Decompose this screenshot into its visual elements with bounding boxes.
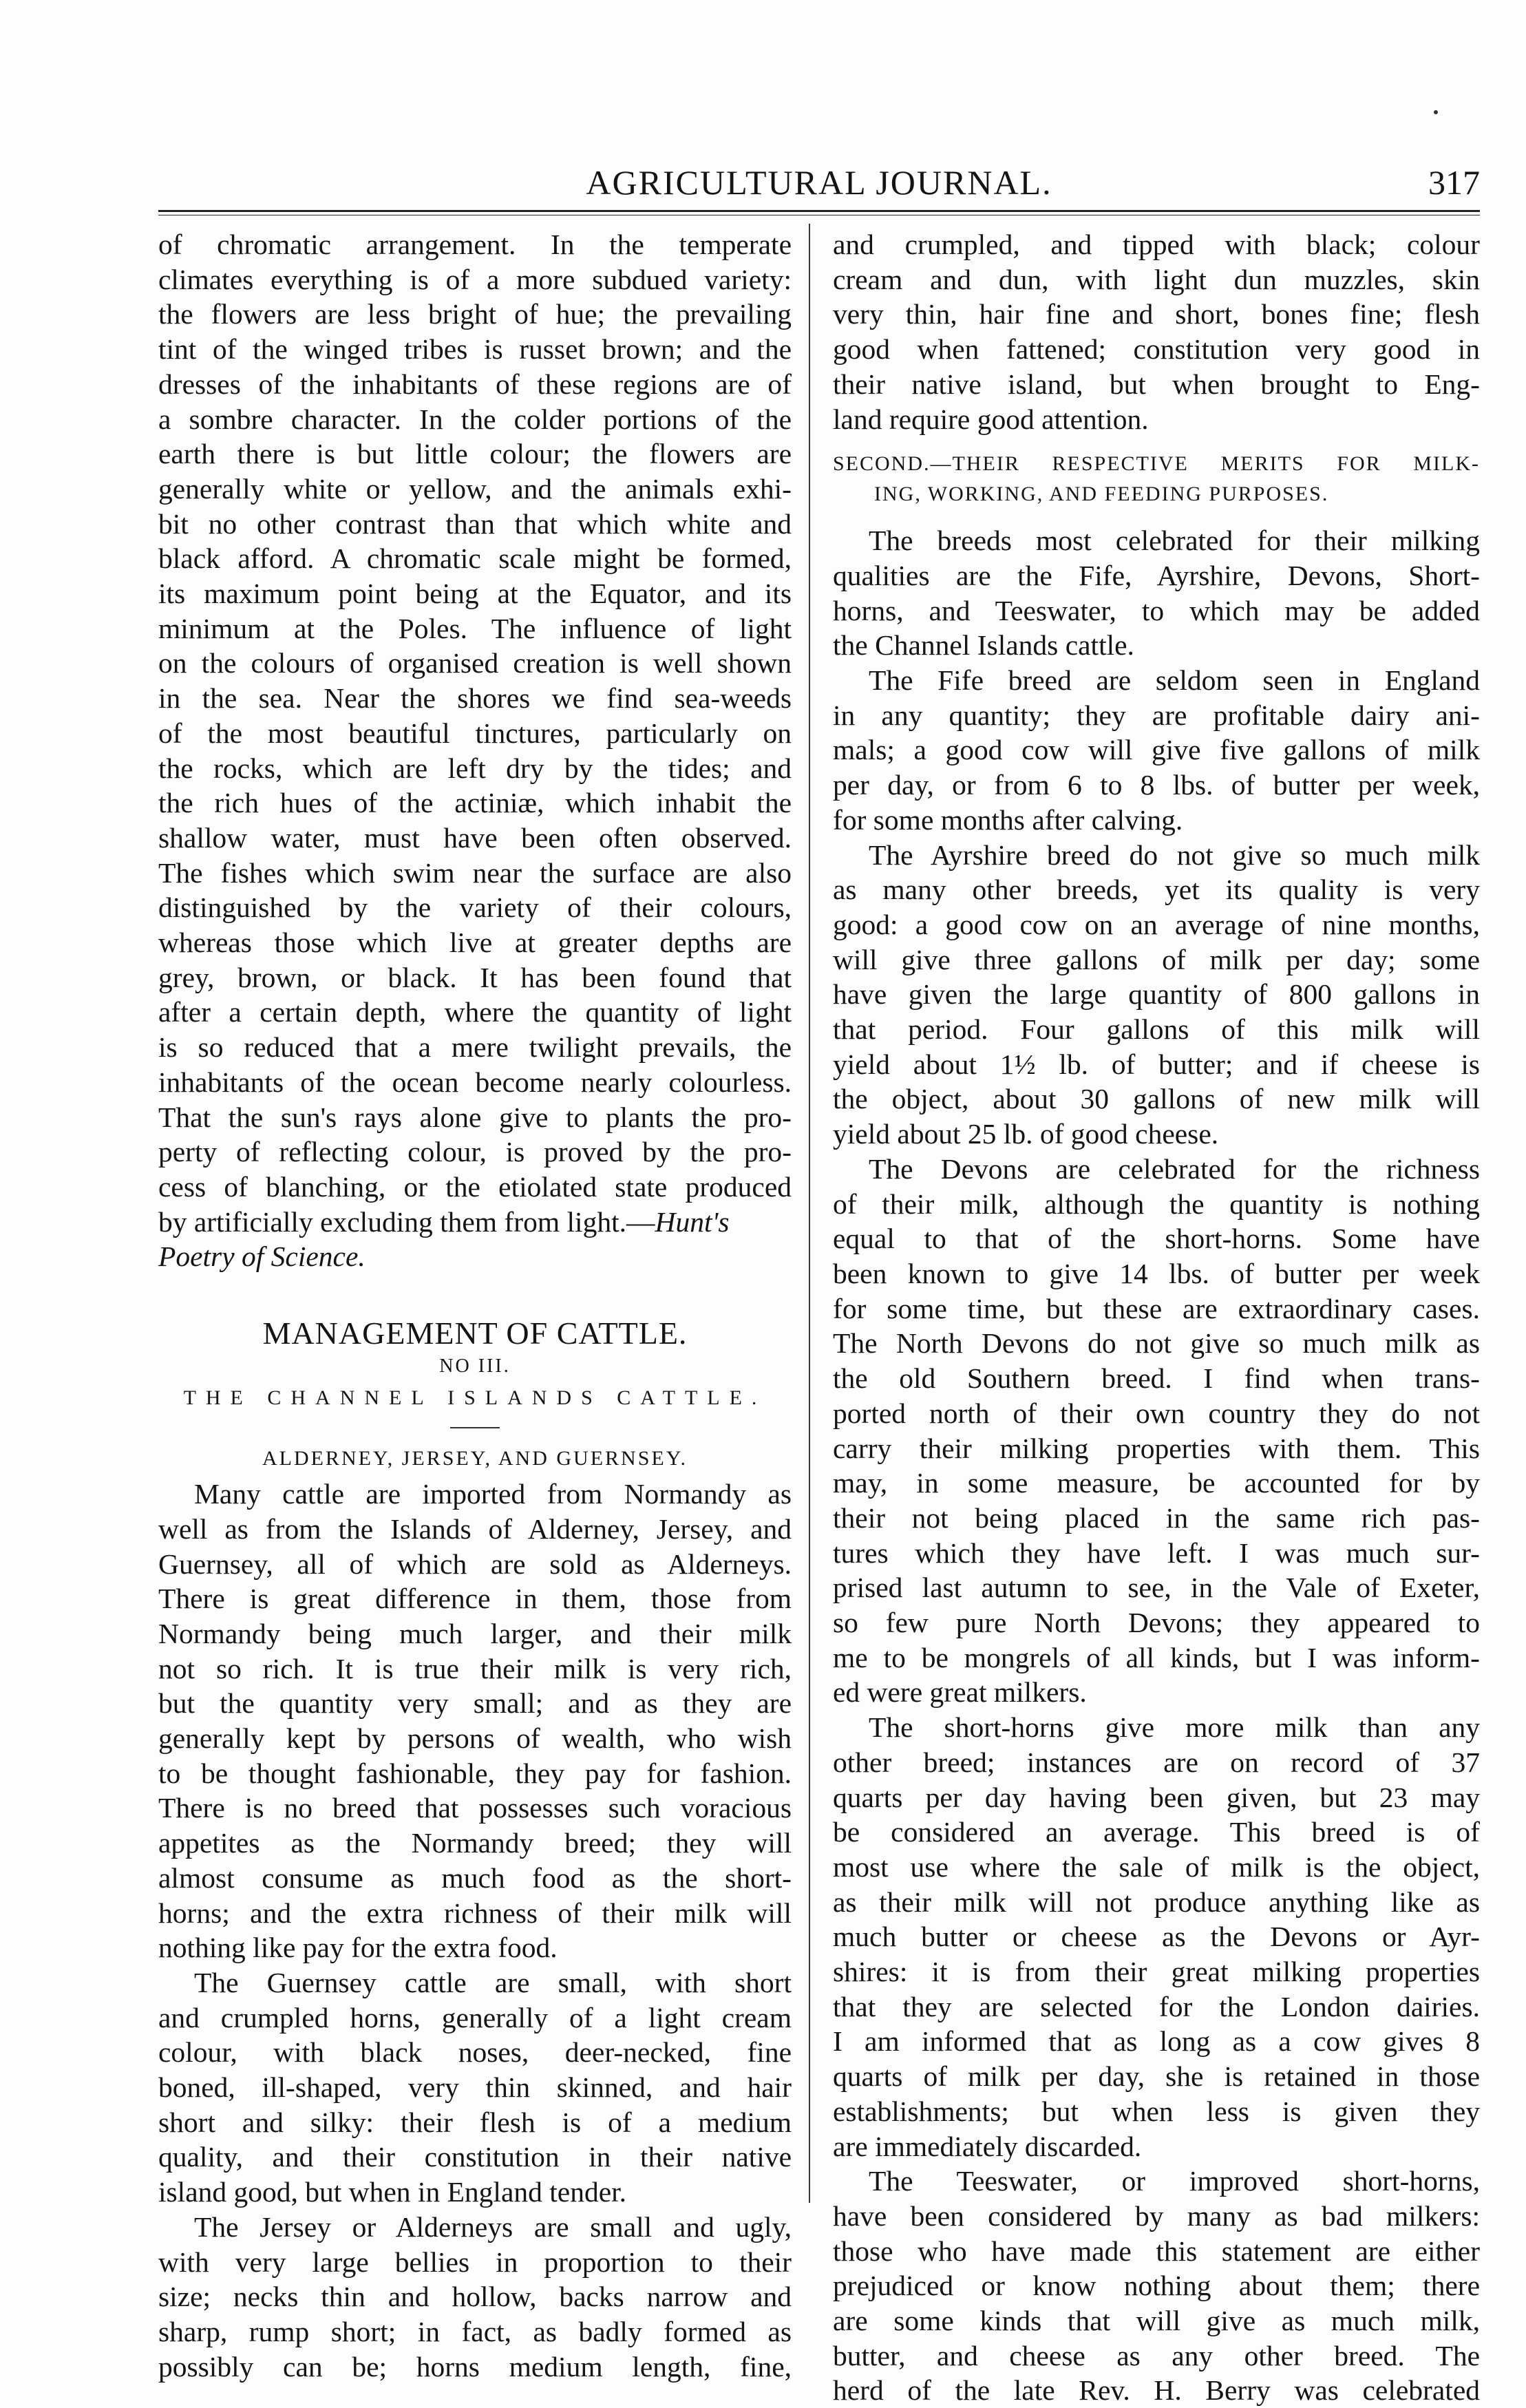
- text-line: Many cattle are imported from Normandy as: [194, 1478, 792, 1510]
- text-line: horns; and the extra richness of their milk will: [158, 1897, 792, 1929]
- section-heading-second: [833, 449, 1480, 509]
- text-line: equal to that of the short-horns. Some have: [833, 1223, 1480, 1255]
- citation-author: Hunt's: [655, 1205, 730, 1238]
- text-line: Normandy being much larger, and their milk: [158, 1617, 792, 1649]
- text-line: are immediately discarded.: [833, 2130, 1142, 2162]
- text-line: quarts of milk per day, she is retained in those: [833, 2060, 1480, 2093]
- text-line: is so reduced that a mere twilight prevails, the: [158, 1031, 792, 1064]
- text-line: the Channel Islands cattle.: [833, 629, 1134, 662]
- section-subtitle: THE CHANNEL ISLANDS CATTLE.: [183, 1386, 767, 1410]
- text-line: sharp, rump short; in fact, as badly formed as: [158, 2315, 792, 2347]
- text-line: ed were great milkers.: [833, 1676, 1087, 1709]
- text-line: their native island, but when brought to Eng-: [833, 368, 1480, 400]
- paragraph-teeswater: [833, 2164, 1480, 2408]
- text-line: dresses of the inhabitants of these regions are of: [158, 368, 792, 400]
- text-line: black afford. A chromatic scale might be formed,: [158, 542, 792, 575]
- text-line: prised last autumn to see, in the Vale of Exeter,: [833, 1572, 1480, 1604]
- text-line: those who have made this statement are either: [833, 2235, 1480, 2267]
- text-line: horns, and Teeswater, to which may be added: [833, 594, 1480, 626]
- text-line: minimum at the Poles. The influence of light: [158, 612, 792, 644]
- text-line: The Devons are celebrated for the richness: [869, 1152, 1480, 1185]
- text-line: size; necks thin and hollow, backs narrow and: [158, 2281, 792, 2313]
- text-line: qualities are the Fife, Ayrshire, Devons, Short-: [833, 559, 1480, 591]
- text-line: mals; a good cow will give five gallons of milk: [833, 734, 1480, 766]
- text-line: The breeds most celebrated for their milking: [869, 525, 1480, 557]
- text-line: other breed; instances are on record of 37: [833, 1746, 1480, 1778]
- right-column: [833, 227, 1480, 2408]
- text-line: but the quantity very small; and as they are: [158, 1687, 792, 1720]
- text-line: quarts per day having been given, but 23 may: [833, 1781, 1480, 1813]
- text-line: ported north of their own country they do not: [833, 1397, 1480, 1429]
- text-line: the old Southern breed. I find when trans-: [833, 1362, 1480, 1395]
- continued-paragraph-right: [833, 227, 1480, 436]
- text-line: butter, and cheese as any other breed. The: [833, 2339, 1480, 2372]
- text-line: perty of reflecting colour, is proved by the pro-: [158, 1136, 792, 1168]
- text-line: There is no breed that possesses such voracious: [158, 1792, 792, 1824]
- text-line: their not being placed in the same rich pas-: [833, 1501, 1480, 1534]
- text-line: generally kept by persons of wealth, who wish: [158, 1722, 792, 1755]
- text-line: are some kinds that will give as much milk,: [833, 2305, 1480, 2337]
- text-line: cream and dun, with light dun muzzles, skin: [833, 263, 1480, 295]
- text-line: on the colours of organised creation is well shown: [158, 647, 792, 679]
- text-line: yield about 1½ lb. of butter; and if cheese is: [833, 1048, 1480, 1080]
- text-line: The Teeswater, or improved short-horns,: [869, 2165, 1480, 2197]
- text-line: shallow water, must have been often observed.: [158, 821, 792, 854]
- text-line: land require good attention.: [833, 403, 1149, 435]
- text-line: generally white or yellow, and the animals exhi-: [158, 472, 792, 505]
- text-line: distinguished by the variety of their colours,: [158, 891, 792, 924]
- sub-heading: ALDERNEY, JERSEY, AND GUERNSEY.: [262, 1447, 688, 1470]
- text-line: in any quantity; they are profitable dairy ani-: [833, 699, 1480, 731]
- text-line: climates everything is of a more subdued variety:: [158, 263, 792, 295]
- text-line: nothing like pay for the extra food.: [158, 1932, 558, 1964]
- text-line: that they are selected for the London dairies.: [833, 1990, 1480, 2022]
- text-line: the object, about 30 gallons of new milk will: [833, 1083, 1480, 1115]
- paragraph-normandy: [158, 1477, 792, 1965]
- text-line: The Ayrshire breed do not give so much milk: [869, 838, 1480, 871]
- text-line: with very large bellies in proportion to their: [158, 2246, 792, 2278]
- text-line: earth there is but little colour; the flowers are: [158, 438, 792, 470]
- text-line: its maximum point being at the Equator, and its: [158, 578, 792, 610]
- section-rule: [450, 1427, 500, 1428]
- paragraph-devons: [833, 1152, 1480, 1710]
- text-line: yield about 25 lb. of good cheese.: [833, 1118, 1219, 1150]
- paragraph-jersey: [158, 2210, 792, 2385]
- print-speck: [1434, 110, 1438, 114]
- section-heading-line-1: SECOND.—THEIR RESPECTIVE MERITS FOR MILK-: [833, 452, 1480, 476]
- paragraph-breeds: [833, 523, 1480, 663]
- text-line: The fishes which swim near the surface are also: [158, 856, 792, 889]
- text-line: Guernsey, all of which are sold as Alderneys.: [158, 1548, 792, 1580]
- text-line: tint of the winged tribes is russet brown; and the: [158, 333, 792, 366]
- text-line: much butter or cheese as the Devons or Ayr-: [833, 1921, 1480, 1953]
- column-divider: [809, 224, 810, 2203]
- text-line: quality, and their constitution in their native: [158, 2141, 792, 2173]
- paragraph-guernsey: [158, 1965, 792, 2210]
- text-line: as their milk will not produce anything like as: [833, 1886, 1480, 1918]
- text-line: after a certain depth, where the quantity of light: [158, 996, 792, 1028]
- paragraph-ayrshire: [833, 838, 1480, 1152]
- text-line: very thin, hair fine and short, bones fine; flesh: [833, 298, 1480, 330]
- text-line: good: a good cow on an average of nine months,: [833, 908, 1480, 940]
- section-number: NO III.: [439, 1355, 511, 1377]
- continued-paragraph: [158, 227, 792, 1239]
- text-line: whereas those which live at greater depths are: [158, 927, 792, 959]
- text-line: in the sea. Near the shores we find sea-weeds: [158, 682, 792, 715]
- running-title: AGRICULTURAL JOURNAL.: [586, 163, 1052, 202]
- running-head: [158, 162, 1480, 203]
- text-line: been known to give 14 lbs. of butter per week: [833, 1257, 1480, 1289]
- text-line: cess of blanching, or the etiolated state produced: [158, 1170, 792, 1203]
- text-line: will give three gallons of milk per day; some: [833, 943, 1480, 975]
- text-line: have been considered by many as bad milkers:: [833, 2199, 1480, 2232]
- text-line: There is great difference in them, those from: [158, 1583, 792, 1615]
- section-heading-line-2: ING, WORKING, AND FEEDING PURPOSES.: [874, 483, 1329, 506]
- text-line: The short-horns give more milk than any: [869, 1711, 1480, 1744]
- text-line: herd of the late Rev. H. Berry was celebrated: [833, 2374, 1480, 2407]
- citation-paragraph: [158, 1239, 792, 1274]
- text-line: the flowers are less bright of hue; the prevailing: [158, 298, 792, 330]
- text-line: The Fife breed are seldom seen in England: [869, 664, 1480, 697]
- text-line: per day, or from 6 to 8 lbs. of butter per week,: [833, 769, 1480, 801]
- page-number: 317: [1428, 163, 1480, 202]
- text-line: shires: it is from their great milking properties: [833, 1956, 1480, 1988]
- text-line: be considered an average. This breed is of: [833, 1816, 1480, 1848]
- text-line: prejudiced or know nothing about them; there: [833, 2270, 1480, 2302]
- text-line: of chromatic arrangement. In the temperate: [158, 229, 792, 260]
- text-line: appetites as the Normandy breed; they will: [158, 1827, 792, 1859]
- header-rule: [158, 210, 1480, 215]
- text-line: The Jersey or Alderneys are small and ugly,: [194, 2210, 792, 2243]
- text-line: of their milk, although the quantity is nothing: [833, 1187, 1480, 1220]
- section-title: MANAGEMENT OF CATTLE.: [262, 1316, 688, 1351]
- paragraph-fife: [833, 663, 1480, 838]
- text-line: most use where the sale of milk is the object,: [833, 1850, 1480, 1883]
- text-line: me to be mongrels of all kinds, but I was inform-: [833, 1641, 1480, 1673]
- text-line: colour, with black noses, deer-necked, fine: [158, 2036, 792, 2069]
- text-line: the rich hues of the actiniæ, which inhabit the: [158, 787, 792, 819]
- text-line: grey, brown, or black. It has been found that: [158, 961, 792, 993]
- text-line: The Guernsey cattle are small, with short: [194, 1966, 792, 1998]
- text-line: establishments; but when less is given they: [833, 2095, 1480, 2127]
- text-line: not so rich. It is true their milk is very rich,: [158, 1652, 792, 1684]
- citation-title: Poetry of Science.: [158, 1240, 365, 1273]
- text-line: tures which they have left. I was much sur-: [833, 1536, 1480, 1569]
- text-line: short and silky: their flesh is of a medium: [158, 2106, 792, 2138]
- text-line: That the sun's rays alone give to plants the pro-: [158, 1101, 792, 1133]
- text-line: may, in some measure, be accounted for by: [833, 1467, 1480, 1499]
- text-line: almost consume as much food as the short-: [158, 1861, 792, 1894]
- text-line: well as from the Islands of Alderney, Jersey, and: [158, 1512, 792, 1545]
- text-line: of the most beautiful tinctures, particularly on: [158, 717, 792, 749]
- text-line: for some time, but these are extraordinary cases.: [833, 1292, 1480, 1324]
- text-line: the rocks, which are left dry by the tides; and: [158, 752, 792, 784]
- text-line: a sombre character. In the colder portions of the: [158, 403, 792, 435]
- text-line: The North Devons do not give so much milk as: [833, 1327, 1480, 1360]
- text-line: boned, ill-shaped, very thin skinned, and hair: [158, 2071, 792, 2104]
- text-line: carry their milking properties with them. This: [833, 1432, 1480, 1464]
- paragraph-short-horns: [833, 1710, 1480, 2164]
- text-line: have given the large quantity of 800 gallons in: [833, 978, 1480, 1011]
- left-column: [158, 227, 792, 2384]
- text-line: for some months after calving.: [833, 803, 1183, 836]
- text-line: bit no other contrast than that which white and: [158, 507, 792, 540]
- text-line: possibly can be; horns medium length, fine,: [158, 2350, 792, 2383]
- text-line: and crumpled, and tipped with black; colour: [833, 229, 1480, 260]
- text-line: and crumpled horns, generally of a light cream: [158, 2001, 792, 2034]
- text-line: inhabitants of the ocean become nearly colourless.: [158, 1066, 792, 1098]
- text-line: that period. Four gallons of this milk will: [833, 1013, 1480, 1046]
- text-line: by artificially excluding them from light.—Hunt's: [158, 1205, 730, 1238]
- text-line: as many other breeds, yet its quality is very: [833, 874, 1480, 906]
- text-line: so few pure North Devons; they appeared to: [833, 1607, 1480, 1639]
- text-line: to be thought fashionable, they pay for fashion.: [158, 1757, 792, 1789]
- text-line: island good, but when in England tender.: [158, 2176, 627, 2208]
- text-line: good when fattened; constitution very good in: [833, 333, 1480, 366]
- text-line: I am informed that as long as a cow gives 8: [833, 2025, 1480, 2058]
